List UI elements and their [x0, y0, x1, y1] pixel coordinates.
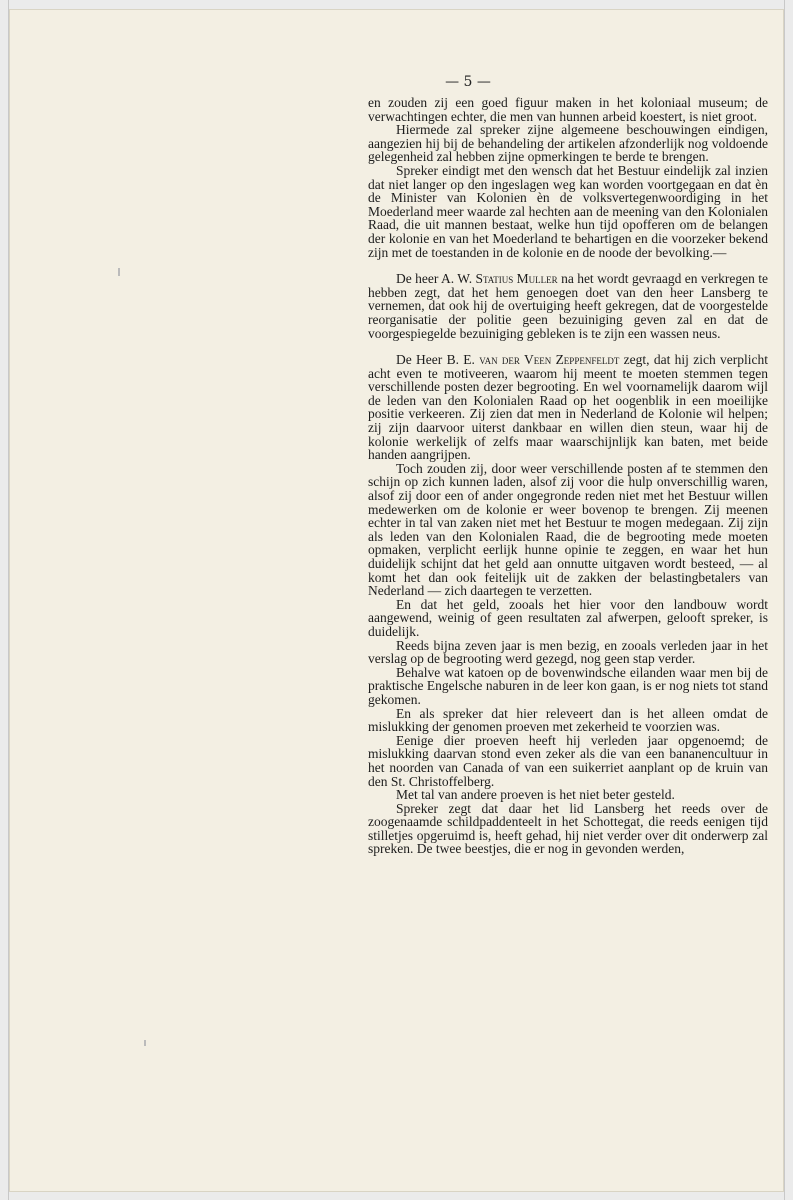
paragraph: En als spreker dat hier releveert dan is het alleen omdat de mislukking der genomen proeven met zekerheid te voorzien was. — [368, 705, 768, 735]
paragraph-speaker-statius-muller: De heer A. W. Statius Muller na het wordt gevraagd en verkregen te hebben zegt, dat het hem genoegen doet van den heer Lansberg te vernemen, dat ook hij de overtuiging heeft gekregen, dat de voorgestelde reorganisatie der politie geen bezuiniging geven zal en dat de voorgespiegelde bezuiniging gebleken is te zijn een wassen neus. — [368, 271, 769, 341]
paragraph: Hiermede zal spreker zijne algemeene beschouwingen eindigen, aangezien hij bij de behandeling der artikelen afzonderlijk nog voldoende gelegenheid zal hebben zijne opmerkingen te berde te brengen. — [368, 122, 768, 165]
body-text — [368, 96, 768, 856]
paragraph-continuation: en zouden zij een goed figuur maken in het koloniaal museum; de verwachtingen echter, die men van hunnen arbeid koestert, is niet groot. — [368, 95, 768, 124]
speaker-name: Statius Muller — [475, 271, 558, 287]
paragraph: Toch zouden zij, door weer verschillende posten af te stemmen den schijn op zich kunnen laden, alsof zij voor die hulp onverschillig waren, alsof zij door een of ander ongegronde reden niet met het Bestuur willen medewerken om de kolonie er weer bovenop te brengen. Zij meenen echter in tal van zaken niet met het Bestuur te mogen medegaan. Zij zijn als leden van den Kolonialen Raad, die de begrooting mede moeten opmaken, verplicht eerlijk hunne opinie te zeggen, en waar het hun duidelijk schijnt dat het geld aan onnutte uitgaven wordt besteed, — al komt het dan ook feitelijk uit de zakken der belastingbetalers van Nederland — zich daartegen te verzetten. — [368, 460, 768, 599]
paragraph-speaker-zeppenfeldt: De Heer B. E. van der Veen Zeppenfeldt zegt, dat hij zich verplicht acht even te motiveeren, waarom hij meent te moeten stemmen tegen verschillende posten dezer begrooting. En wel voornamelijk daarom wijl de leden van den Kolonialen Raad op het oogenblik in een moeilijke positie verkeeren. Zij zien dat men in Nederland de Kolonie wil helpen; zij zijn daarvoor uiterst dankbaar en willen dien steun, waar hij de kolonie werkelijk of zelfs maar waarschijnlijk kan baten, met beide handen aangrijpen. — [368, 352, 768, 463]
paragraph: Eenige dier proeven heeft hij verleden jaar opgenoemd; de mislukking daarvan stond even zeker als die van een bananencultuur in het noorden van Canada of van een suikerriet aanplant op de kruin van den St. Christoffelberg. — [368, 732, 768, 789]
paragraph: Spreker zegt dat daar het lid Lansberg het reeds over de zoogenaamde schildpaddenteelt in het Schottegat, die reeds eenigen tijd stilletjes opgeruimd is, heeft gehad, hij niet verder over dit onderwerp zal spreken. De twee beestjes, die er nog in gevonden werden, — [368, 800, 768, 857]
paragraph: Reeds bijna zeven jaar is men bezig, en zooals verleden jaar in het verslag op de begrooting werd gezegd, nog geen stap verder. — [368, 637, 768, 667]
speaker-name: van der Veen Zeppenfeldt — [479, 352, 620, 368]
page-number: — 5 — — [445, 74, 491, 90]
paragraph: Spreker eindigt met den wensch dat het Bestuur eindelijk zal inzien dat niet langer op den ingeslagen weg kan worden voortgegaan en dat èn de Minister van Kolonien èn de volksvertegenwoordiging in het Moederland meer waarde zal hechten aan de meening van den Kolonialen Raad, die uit mannen bestaat, welke hun tijd opofferen om de belangen der kolonie en van het Moederland te behartigen en die voorzeker bekend zijn met de toestanden in de kolonie en de noode der bevolking.— — [368, 162, 768, 260]
paragraph: Behalve wat katoen op de bovenwindsche eilanden waar men bij de praktische Engelsche naburen in de leer kon gaan, is er nog niets tot stand gekomen. — [368, 664, 768, 707]
scan-edge-right — [784, 0, 785, 1200]
paragraph: En dat het geld, zooals het hier voor den landbouw wordt aangewend, weinig of geen resultaten zal afwerpen, gelooft spreker, is duidelijk. — [368, 596, 768, 639]
margin-mark — [118, 268, 120, 276]
paragraph: Met tal van andere proeven is het niet beter gesteld. — [396, 787, 675, 803]
margin-mark-lower — [144, 1040, 146, 1046]
